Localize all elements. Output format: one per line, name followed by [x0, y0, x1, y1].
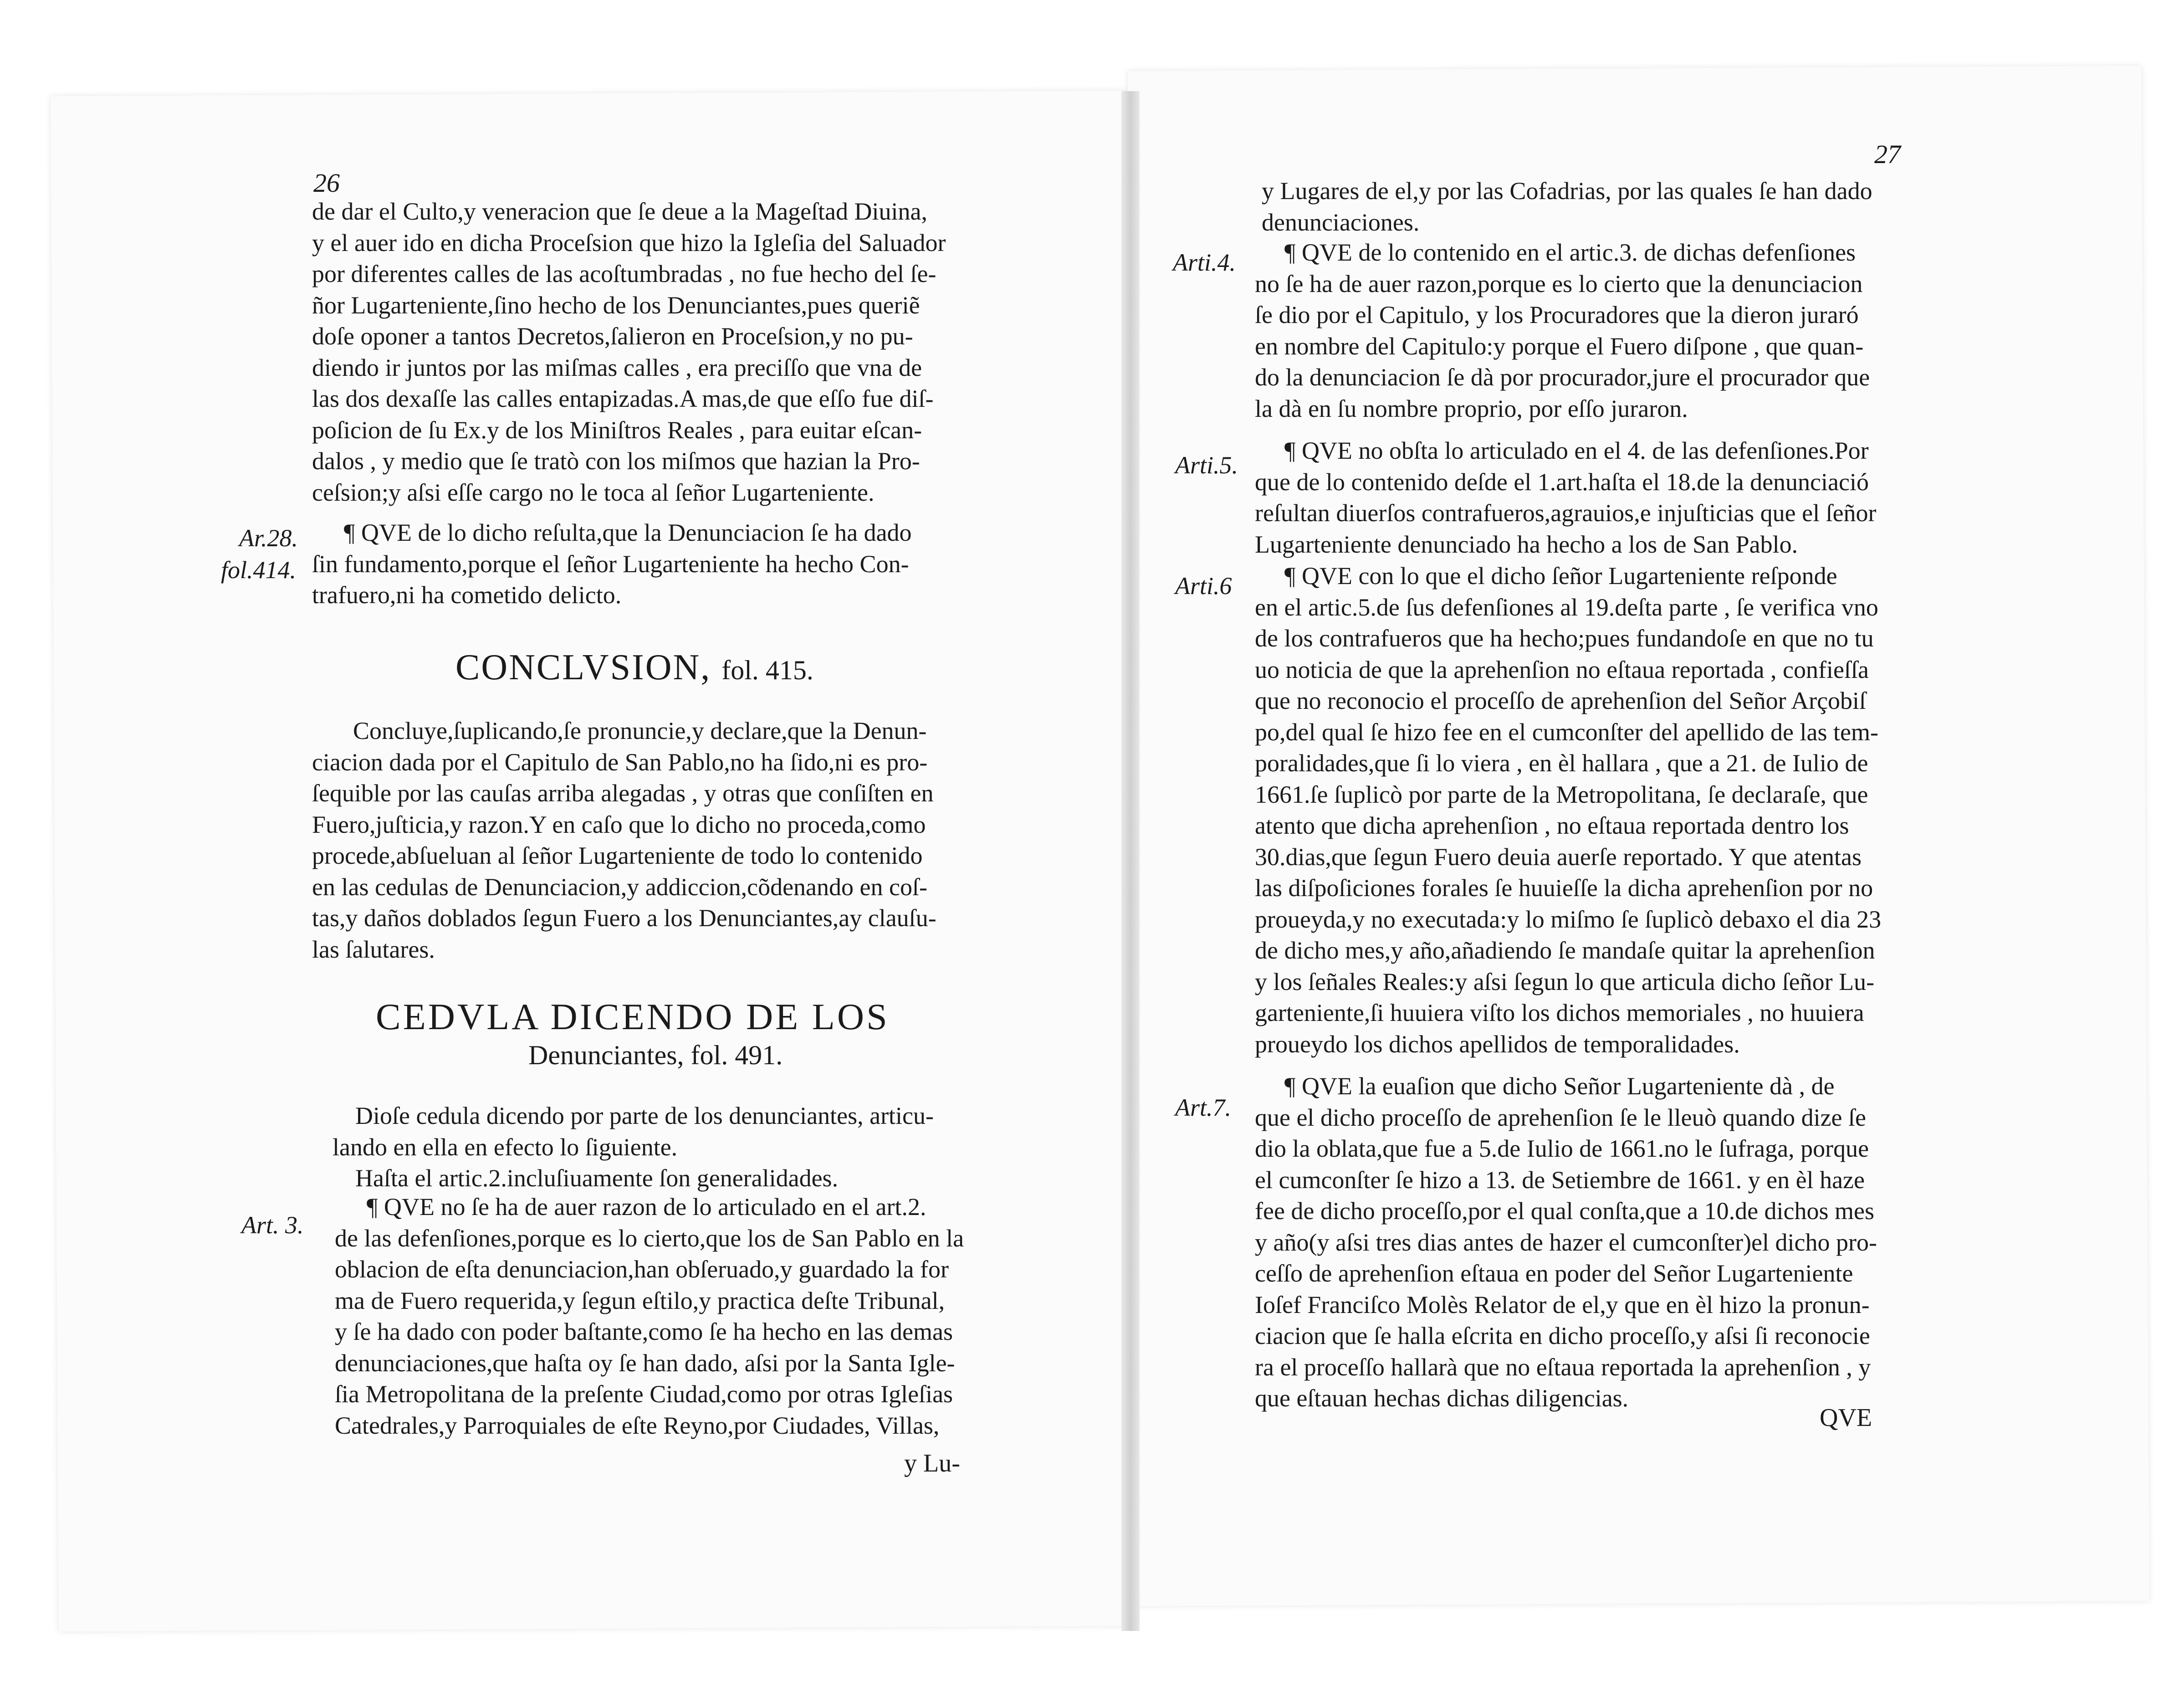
heading-cedula-subtitle: Denunciantes, fol. 491.: [528, 1040, 783, 1070]
text-line: fee de dicho proceſſo,por el qual conſta,que a 10.de dichos mes: [1255, 1197, 1875, 1225]
right-paragraph-5: [1255, 1071, 1877, 1414]
text-line: dio la oblata,que fue a 5.de Iulio de 1661.no le ſufraga, porque: [1255, 1135, 1869, 1162]
text-line: de los contrafueros que ha hecho;pues fundandoſe en que no tu: [1255, 625, 1874, 652]
text-line: atento que dicha aprehenſion , no eſtaua reportada dentro los: [1255, 812, 1849, 839]
text-line: ſin fundamento,porque el ſeñor Lugarteniente ha hecho Con-: [312, 550, 909, 578]
right-paragraph-2: [1255, 237, 1870, 424]
text-line: uo noticia de que la aprehenſion no eſtaua reportada , confieſſa: [1255, 656, 1869, 683]
text-line: ſe dio por el Capitulo, y los Procuradores que la dieron juraró: [1255, 301, 1859, 328]
text-line: Ioſef Franciſco Molès Relator de el,y que en èl hizo la pronun-: [1255, 1291, 1870, 1318]
text-line: tas,y daños doblados ſegun Fuero a los Denunciantes,ay clauſu-: [312, 904, 936, 932]
heading-conclusion-folio: fol. 415.: [721, 655, 813, 685]
text-line: do la denunciacion ſe dà por procurador,jure el procurador que: [1255, 364, 1870, 391]
text-line: diendo ir juntos por las miſmas calles , era preciſſo que vna de: [312, 354, 922, 381]
left-paragraph-3: [312, 715, 936, 965]
text-line: dalos , y medio que ſe tratò con los miſmos que hazian la Pro-: [312, 447, 920, 475]
text-line: no ſe ha de auer razon,porque es lo cierto que la denunciacion: [1255, 270, 1863, 297]
text-line: las ſalutares.: [312, 935, 435, 963]
text-line: y año(y aſsi tres dias antes de hazer el cumconſter)el dicho pro-: [1255, 1228, 1877, 1256]
text-line: ceſsion;y aſsi eſſe cargo no le toca al ſeñor Lugarteniente.: [312, 478, 875, 506]
text-line: de dicho mes,y año,añadiendo ſe mandaſe quitar la aprehenſion: [1255, 937, 1875, 964]
margin-note-ar28: Ar.28.: [239, 524, 298, 552]
text-line: trafuero,ni ha cometido delicto.: [312, 581, 622, 609]
text-line: ciacion dada por el Capitulo de San Pablo,no ha ſido,ni es pro-: [312, 748, 928, 776]
text-line: y ſe ha dado con poder baſtante,como ſe ha hecho en las demas: [335, 1318, 953, 1345]
text-line: denunciaciones.: [1262, 208, 1420, 236]
text-line: lando en ella en efecto lo ſiguiente.: [332, 1133, 678, 1161]
text-line: Fuero,juſticia,y razon.Y en caſo que lo dicho no proceda,como: [312, 810, 926, 838]
text-line: ¶ QVE de lo contenido en el artic.3. de dichas defenſiones: [1284, 239, 1856, 266]
text-line: las diſpoſiciones forales ſe huuieſſe la dicha aprehenſion por no: [1255, 874, 1873, 902]
text-line: en nombre del Capitulo:y porque el Fuero diſpone , que quan-: [1255, 332, 1864, 360]
heading-conclusion-title: CONCLVSION,: [455, 647, 711, 687]
text-line: Haſta el artic.2.incluſiuamente ſon generalidades.: [355, 1164, 839, 1192]
text-line: reſultan diuerſos contrafueros,agrauios,e injuſticias que el ſeñor: [1255, 499, 1877, 527]
text-line: garteniente,ſi huuiera viſto los dichos memoriales , no huuiera: [1255, 999, 1864, 1026]
text-line: que eſtauan hechas dichas diligencias.: [1255, 1384, 1629, 1412]
text-line: ¶ QVE de lo dicho reſulta,que la Denunciacion ſe ha dado: [344, 519, 912, 546]
text-line: ¶ QVE la euaſion que dicho Señor Lugarteniente dà , de: [1284, 1072, 1835, 1100]
text-line: po,del qual ſe hizo fee en el cumconſter del apellido de las tem-: [1255, 718, 1878, 746]
text-line: poſicion de ſu Ex.y de los Miniſtros Reales , para euitar eſcan-: [312, 416, 922, 444]
right-paragraph-1: [1262, 175, 1872, 238]
text-line: Lugarteniente denunciado ha hecho a los de San Pablo.: [1255, 530, 1798, 558]
text-line: y Lugares de el,y por las Cofadrias, por las quales ſe han dado: [1262, 177, 1872, 205]
text-line: ma de Fuero requerida,y ſegun eſtilo,y practica deſte Tribunal,: [335, 1287, 945, 1314]
text-line: el cumconſter ſe hizo a 13. de Setiembre de 1661. y en èl haze: [1255, 1166, 1865, 1194]
text-line: Dioſe cedula dicendo por parte de los denunciantes, articu-: [355, 1102, 934, 1129]
left-paragraph-2: [312, 517, 912, 611]
margin-note-arti6: Arti.6: [1175, 572, 1232, 600]
text-line: ciacion que ſe halla eſcrita en dicho proceſſo,y aſsi ſi reconocie: [1255, 1322, 1870, 1349]
text-line: proueydo los dichos apellidos de temporalidades.: [1255, 1030, 1740, 1058]
text-line: ¶ QVE no ſe ha de auer razon de lo articulado en el art.2.: [367, 1193, 926, 1220]
left-paragraph-1: [312, 196, 946, 508]
text-line: procede,abſueluan al ſeñor Lugarteniente de todo lo contenido: [312, 842, 923, 869]
page-number-left: 26: [313, 168, 340, 198]
heading-cedula: CEDVLA DICENDO DE LOS: [376, 996, 890, 1037]
margin-note-arti5: Arti.5.: [1175, 451, 1238, 479]
text-line: denunciaciones,que haſta oy ſe han dado, aſsi por la Santa Igle-: [335, 1349, 955, 1377]
text-line: Concluye,ſuplicando,ſe pronuncie,y declare,que la Denun-: [353, 717, 927, 744]
text-line: oblacion de eſta denunciacion,han obſeruado,y guardado la for: [335, 1256, 949, 1283]
text-line: en las cedulas de Denunciacion,y addiccion,cõdenando en coſ-: [312, 873, 927, 901]
text-line: de las defenſiones,porque es lo cierto,que los de San Pablo en la: [335, 1224, 964, 1252]
text-line: de dar el Culto,y veneracion que ſe deue a la Mageſtad Diuina,: [312, 198, 927, 225]
text-line: que no reconocio el proceſſo de aprehenſion del Señor Arçobiſ: [1255, 687, 1867, 714]
margin-note-art3: Art. 3.: [241, 1211, 304, 1239]
text-line: poralidades,que ſi lo viera , en èl hallara , que a 21. de Iulio de: [1255, 749, 1868, 777]
text-line: que el dicho proceſſo de aprehenſion ſe le lleuò quando dize ſe: [1255, 1103, 1866, 1131]
left-paragraph-4: [332, 1100, 934, 1194]
book-gutter: [1121, 91, 1140, 1631]
text-line: en el artic.5.de ſus defenſiones al 19.deſta parte , ſe verifica vno: [1255, 593, 1878, 621]
right-paragraph-3: [1255, 435, 1877, 560]
margin-note-fol414: fol.414.: [221, 556, 297, 584]
text-line: ¶ QVE con lo que el dicho ſeñor Lugarteniente reſponde: [1284, 562, 1837, 590]
margin-note-arti4: Arti.4.: [1173, 249, 1236, 276]
text-line: ra el proceſſo hallarà que no eſtaua reportada la aprehenſion , y: [1255, 1353, 1871, 1381]
text-line: ceſſo de aprehenſion eſtaua en poder del Señor Lugarteniente: [1255, 1260, 1853, 1287]
catchword-right: QVE: [1820, 1404, 1872, 1432]
text-line: 30.dias,que ſegun Fuero deuia auerſe reportado. Y que atentas: [1255, 843, 1862, 871]
text-line: por diferentes calles de las acoſtumbradas , no fue hecho del ſe-: [312, 260, 936, 287]
right-paragraph-4: [1255, 560, 1881, 1060]
text-line: doſe oponer a tantos Decretos,ſalieron en Proceſsion,y no pu-: [312, 323, 913, 350]
left-paragraph-5: [335, 1191, 964, 1441]
text-line: proueyda,y no executada:y lo miſmo ſe ſuplicò debaxo el dia 23: [1255, 905, 1882, 933]
page-number-right: 27: [1874, 139, 1901, 169]
margin-note-art7: Art.7.: [1175, 1094, 1232, 1121]
text-line: 1661.ſe ſuplicò por parte de la Metropolitana, ſe declaraſe, que: [1255, 780, 1868, 808]
text-line: ñor Lugarteniente,ſino hecho de los Denunciantes,pues queriẽ: [312, 291, 920, 319]
text-line: Catedrales,y Parroquiales de eſte Reyno,por Ciudades, Villas,: [335, 1411, 940, 1439]
text-line: que de lo contenido deſde el 1.art.haſta el 18.de la denunciació: [1255, 468, 1869, 496]
heading-conclusion: [455, 647, 813, 688]
catchword-left: y Lu-: [904, 1449, 960, 1477]
text-line: ſia Metropolitana de la preſente Ciudad,como por otras Igleſias: [335, 1380, 953, 1408]
text-line: y los ſeñales Reales:y aſsi ſegun lo que articula dicho ſeñor Lu-: [1255, 968, 1875, 995]
text-line: ſequible por las cauſas arriba alegadas , y otras que conſiſten en: [312, 779, 934, 807]
text-line: ¶ QVE no obſta lo articulado en el 4. de las defenſiones.Por: [1284, 437, 1869, 464]
text-line: la dà en ſu nombre proprio, por eſſo juraron.: [1255, 395, 1688, 422]
text-line: y el auer ido en dicha Proceſsion que hizo la Igleſia del Saluador: [312, 229, 946, 256]
text-line: las dos dexaſſe las calles entapizadas.A mas,de que eſſo fue diſ-: [312, 385, 934, 412]
